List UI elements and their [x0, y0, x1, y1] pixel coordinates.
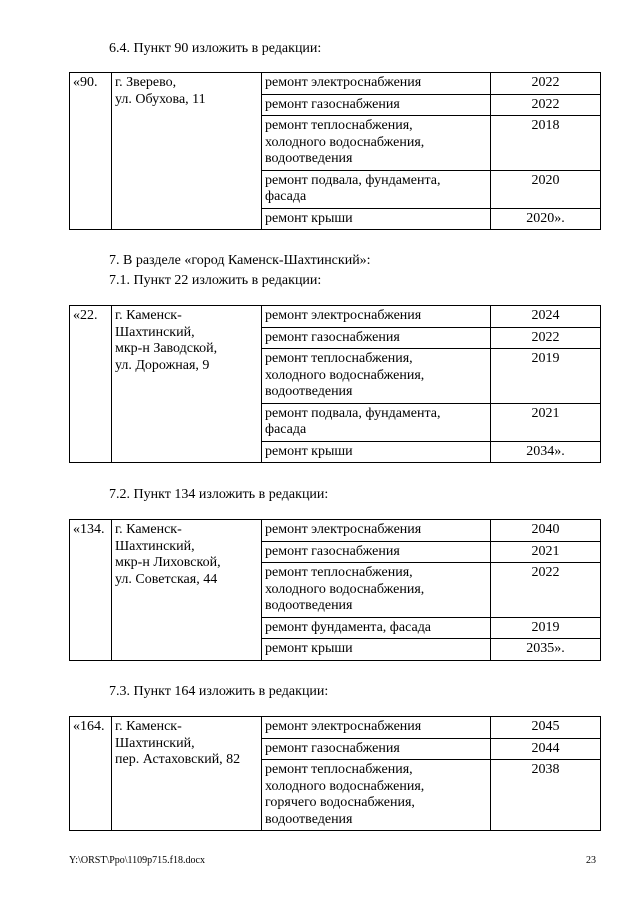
text-line: ремонт электроснабжения — [265, 719, 422, 734]
text-line: водоотведения — [265, 598, 353, 613]
text-line: фасада — [265, 189, 307, 204]
year-cell: 2035». — [491, 639, 601, 661]
work-type-cell — [262, 639, 491, 661]
footer-page-number: 23 — [586, 855, 596, 866]
text-line: ремонт подвала, фундамента, — [265, 405, 441, 421]
year-cell: 2024 — [491, 306, 601, 328]
year-cell: 2019 — [491, 349, 601, 404]
text-line: ул. Советская, 44 — [115, 571, 218, 587]
text-line: холодного водоснабжения, — [265, 581, 425, 597]
work-type-cell — [262, 306, 491, 328]
work-type-cell — [262, 738, 491, 760]
text-line: ул. Обухова, 11 — [115, 91, 206, 107]
heading-7-3: 7.3. Пункт 164 изложить в редакции: — [109, 684, 329, 699]
item-number: «134. — [70, 520, 112, 661]
text-line: мкр-н Заводской, — [115, 341, 218, 356]
text-line: ремонт электроснабжения — [265, 522, 422, 537]
text-line: холодного водоснабжения, — [265, 367, 425, 383]
work-type-cell — [262, 563, 491, 618]
year-cell: 2022 — [491, 563, 601, 618]
text-line: горячего водоснабжения, — [265, 795, 415, 810]
text-line: холодного водоснабжения, — [265, 778, 425, 794]
table-row — [70, 306, 601, 328]
work-type-cell — [262, 441, 491, 463]
text-line: ремонт теплоснабжения, — [265, 351, 413, 366]
work-type-cell — [262, 520, 491, 542]
text-line: Шахтинский, — [115, 324, 195, 340]
text-line: ремонт теплоснабжения, — [265, 565, 413, 580]
text-line: ремонт крыши — [265, 210, 353, 226]
heading-7: 7. В разделе «город Каменск-Шахтинский»: — [109, 253, 371, 268]
item-number: «90. — [70, 73, 112, 230]
work-type-cell — [262, 760, 491, 831]
year-cell: 2021 — [491, 403, 601, 441]
item-number: «164. — [70, 717, 112, 831]
year-cell: 2022 — [491, 327, 601, 349]
address-cell — [112, 73, 262, 230]
work-type-cell — [262, 208, 491, 230]
text-line: Шахтинский, — [115, 538, 195, 554]
text-line: ремонт электроснабжения — [265, 308, 422, 323]
year-cell: 2034». — [491, 441, 601, 463]
address-cell — [112, 520, 262, 661]
text-line: г. Каменск- — [115, 308, 182, 323]
text-line: ремонт газоснабжения — [265, 543, 400, 559]
year-cell: 2040 — [491, 520, 601, 542]
text-line: ремонт теплоснабжения, — [265, 762, 413, 777]
table-row — [70, 73, 601, 95]
work-type-cell — [262, 116, 491, 171]
work-type-cell — [262, 73, 491, 95]
text-line: водоотведения — [265, 151, 353, 166]
table-item-164 — [69, 716, 601, 831]
text-line: г. Зверево, — [115, 75, 177, 90]
table-row — [70, 520, 601, 542]
work-type-cell — [262, 94, 491, 116]
text-line: водоотведения — [265, 811, 353, 827]
work-type-cell — [262, 717, 491, 739]
text-line: г. Каменск- — [115, 719, 182, 734]
work-type-cell — [262, 541, 491, 563]
table-row — [70, 717, 601, 739]
text-line: ремонт фундамента, фасада — [265, 619, 432, 635]
year-cell: 2045 — [491, 717, 601, 739]
work-type-cell — [262, 349, 491, 404]
heading-7-1: 7.1. Пункт 22 изложить в редакции: — [109, 273, 322, 288]
text-line: холодного водоснабжения, — [265, 134, 425, 150]
year-cell: 2019 — [491, 617, 601, 639]
text-line: ремонт электроснабжения — [265, 75, 422, 90]
table-item-134 — [69, 519, 601, 661]
text-line: фасада — [265, 422, 307, 437]
heading-6-4: 6.4. Пункт 90 изложить в редакции: — [109, 41, 322, 56]
text-line: пер. Астаховский, 82 — [115, 752, 241, 767]
year-cell: 2020 — [491, 170, 601, 208]
text-line: ремонт теплоснабжения, — [265, 118, 413, 133]
text-line: ремонт газоснабжения — [265, 329, 400, 345]
text-line: ремонт подвала, фундамента, — [265, 172, 441, 188]
footer-file-path: Y:\ORST\Ppo\1109p715.f18.docx — [69, 855, 205, 866]
text-line: ремонт крыши — [265, 443, 353, 459]
table-item-90 — [69, 72, 601, 230]
year-cell: 2022 — [491, 73, 601, 95]
year-cell: 2020». — [491, 208, 601, 230]
year-cell: 2022 — [491, 94, 601, 116]
work-type-cell — [262, 617, 491, 639]
table-item-22 — [69, 305, 601, 463]
text-line: ул. Дорожная, 9 — [115, 357, 210, 373]
text-line: г. Каменск- — [115, 522, 182, 537]
year-cell: 2044 — [491, 738, 601, 760]
work-type-cell — [262, 327, 491, 349]
text-line: ремонт газоснабжения — [265, 740, 400, 756]
address-cell — [112, 717, 262, 831]
text-line: ремонт газоснабжения — [265, 96, 400, 112]
heading-7-2: 7.2. Пункт 134 изложить в редакции: — [109, 487, 329, 502]
text-line: ремонт крыши — [265, 641, 353, 656]
year-cell: 2038 — [491, 760, 601, 831]
text-line: водоотведения — [265, 384, 353, 399]
year-cell: 2021 — [491, 541, 601, 563]
address-cell — [112, 306, 262, 463]
item-number: «22. — [70, 306, 112, 463]
year-cell: 2018 — [491, 116, 601, 171]
text-line: Шахтинский, — [115, 735, 195, 751]
work-type-cell — [262, 403, 491, 441]
work-type-cell — [262, 170, 491, 208]
text-line: мкр-н Лиховской, — [115, 555, 221, 570]
